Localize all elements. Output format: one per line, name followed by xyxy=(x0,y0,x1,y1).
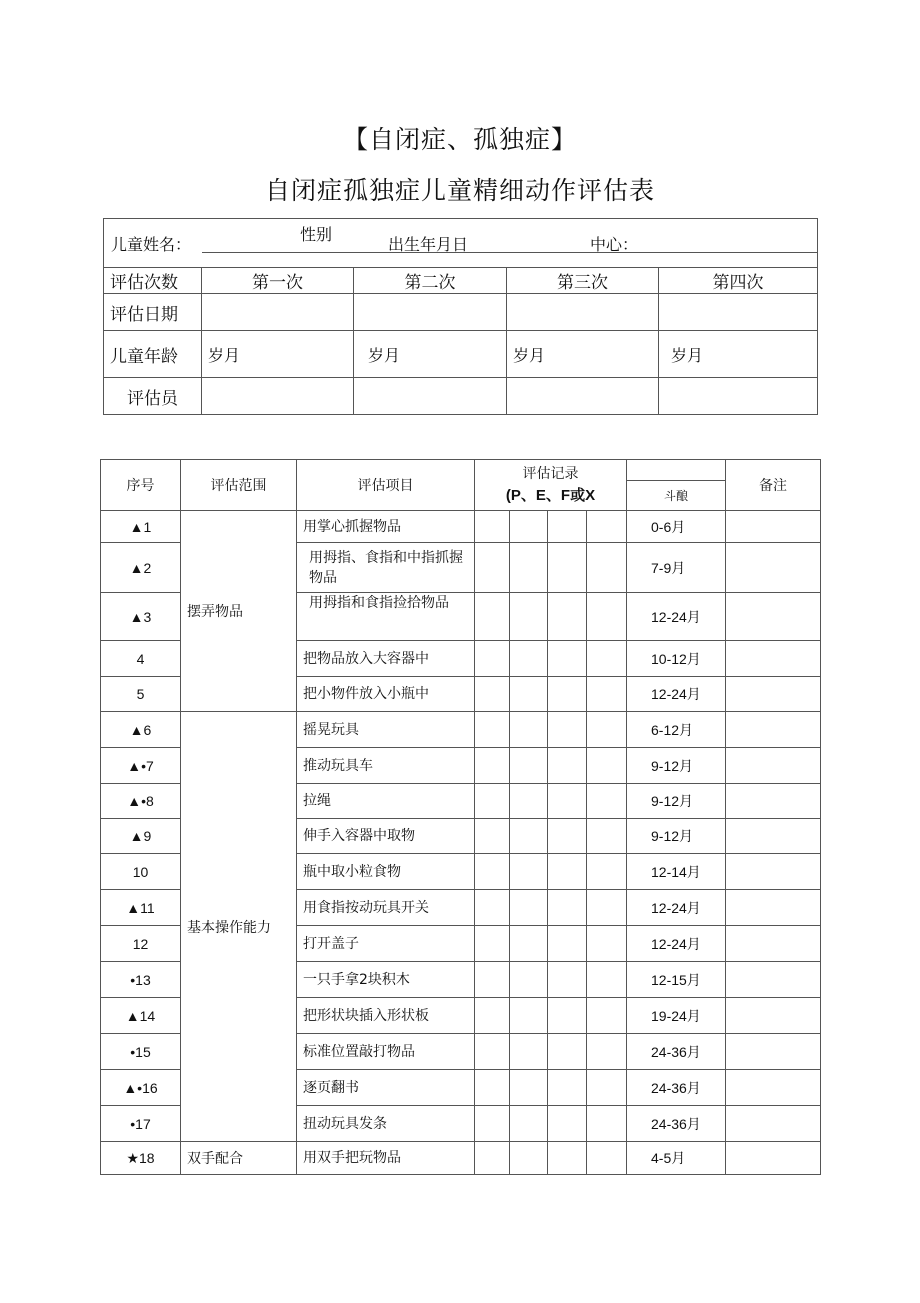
row-age: 12-14月 xyxy=(627,854,726,890)
record-cell[interactable] xyxy=(510,890,548,926)
assessor-cell-1[interactable] xyxy=(202,378,354,415)
row-no: ▲•7 xyxy=(101,748,181,784)
date-cell-3[interactable] xyxy=(507,294,659,331)
record-cell[interactable] xyxy=(475,926,510,962)
note-cell[interactable] xyxy=(726,784,821,819)
record-cell[interactable] xyxy=(548,677,587,712)
record-cell[interactable] xyxy=(587,677,627,712)
record-cell[interactable] xyxy=(587,854,627,890)
record-cell[interactable] xyxy=(587,962,627,998)
record-cell[interactable] xyxy=(510,962,548,998)
record-cell[interactable] xyxy=(510,543,548,593)
record-cell[interactable] xyxy=(548,998,587,1034)
record-cell[interactable] xyxy=(475,712,510,748)
record-cell[interactable] xyxy=(587,926,627,962)
record-cell[interactable] xyxy=(475,543,510,593)
row-item: 用拇指和食指捡拾物品 xyxy=(297,593,475,641)
row-item: 摇晃玩具 xyxy=(297,712,475,748)
center-label: 中心： xyxy=(590,235,639,254)
record-cell[interactable] xyxy=(475,998,510,1034)
header-no: 序号 xyxy=(101,460,181,511)
note-cell[interactable] xyxy=(726,998,821,1034)
record-cell[interactable] xyxy=(587,1070,627,1106)
age-cell-1[interactable]: 岁月 xyxy=(202,331,354,378)
record-cell[interactable] xyxy=(548,543,587,593)
record-cell[interactable] xyxy=(548,1142,587,1175)
record-cell[interactable] xyxy=(510,1106,548,1142)
info-underline xyxy=(202,252,817,253)
assessment-date-label: 评估日期 xyxy=(104,294,202,331)
row-no: ▲3 xyxy=(101,593,181,641)
row-no: ★18 xyxy=(101,1142,181,1175)
header-age-top xyxy=(627,460,726,481)
note-cell[interactable] xyxy=(726,890,821,926)
record-cell[interactable] xyxy=(475,1034,510,1070)
fine-motor-items-table xyxy=(100,459,821,1175)
record-cell[interactable] xyxy=(475,511,510,543)
document-title: 【自闭症、孤独症】 xyxy=(342,125,577,154)
record-cell[interactable] xyxy=(510,1070,548,1106)
record-cell[interactable] xyxy=(475,1142,510,1175)
row-age: 12-24月 xyxy=(627,926,726,962)
assessor-label: 评估员 xyxy=(104,378,202,415)
record-cell[interactable] xyxy=(510,819,548,854)
table-row xyxy=(101,511,821,543)
record-cell[interactable] xyxy=(475,854,510,890)
record-cell[interactable] xyxy=(510,1034,548,1070)
table-row xyxy=(101,712,821,748)
note-cell[interactable] xyxy=(726,712,821,748)
record-cell[interactable] xyxy=(548,890,587,926)
row-no: ▲6 xyxy=(101,712,181,748)
note-cell[interactable] xyxy=(726,1070,821,1106)
row-age: 9-12月 xyxy=(627,819,726,854)
record-cell[interactable] xyxy=(510,926,548,962)
assessor-cell-3[interactable] xyxy=(507,378,659,415)
row-no: ▲•8 xyxy=(101,784,181,819)
row-no: ▲9 xyxy=(101,819,181,854)
record-cell[interactable] xyxy=(587,748,627,784)
record-cell[interactable] xyxy=(510,998,548,1034)
record-cell[interactable] xyxy=(548,593,587,641)
record-cell[interactable] xyxy=(587,543,627,593)
birth-date-label: 出生年月日 xyxy=(388,235,469,254)
row-item: 扭动玩具发条 xyxy=(297,1106,475,1142)
date-cell-1[interactable] xyxy=(202,294,354,331)
date-cell-4[interactable] xyxy=(659,294,818,331)
row-age: 6-12月 xyxy=(627,712,726,748)
record-cell[interactable] xyxy=(587,511,627,543)
record-cell[interactable] xyxy=(587,890,627,926)
record-cell[interactable] xyxy=(548,748,587,784)
row-age: 12-24月 xyxy=(627,593,726,641)
row-age: 10-12月 xyxy=(627,641,726,677)
header-record-label: 评估记录 xyxy=(522,466,579,482)
note-cell[interactable] xyxy=(726,926,821,962)
row-age: 19-24月 xyxy=(627,998,726,1034)
record-cell[interactable] xyxy=(510,511,548,543)
row-item: 标准位置敲打物品 xyxy=(297,1034,475,1070)
record-cell[interactable] xyxy=(587,998,627,1034)
record-cell[interactable] xyxy=(510,677,548,712)
record-cell[interactable] xyxy=(475,784,510,819)
row-no: 10 xyxy=(101,854,181,890)
record-cell[interactable] xyxy=(510,784,548,819)
session-4: 第四次 xyxy=(659,268,818,294)
gender-label: 性别 xyxy=(300,225,333,244)
session-1: 第一次 xyxy=(202,268,354,294)
row-item: 拉绳 xyxy=(297,784,475,819)
row-item: 用食指按动玩具开关 xyxy=(297,890,475,926)
row-item: 把形状块插入形状板 xyxy=(297,998,475,1034)
child-info-row xyxy=(104,219,818,264)
record-cell[interactable] xyxy=(548,712,587,748)
child-name-label: 儿童姓名： xyxy=(111,235,192,254)
record-cell[interactable] xyxy=(475,593,510,641)
note-cell[interactable] xyxy=(726,819,821,854)
row-item: 推动玩具车 xyxy=(297,748,475,784)
session-2: 第二次 xyxy=(354,268,507,294)
note-cell[interactable] xyxy=(726,962,821,998)
note-cell[interactable] xyxy=(726,1142,821,1175)
record-cell[interactable] xyxy=(475,677,510,712)
age-cell-3[interactable]: 岁月 xyxy=(507,331,659,378)
note-cell[interactable] xyxy=(726,543,821,593)
row-age: 24-36月 xyxy=(627,1070,726,1106)
note-cell[interactable] xyxy=(726,748,821,784)
record-cell[interactable] xyxy=(587,819,627,854)
assessor-cell-4[interactable] xyxy=(659,378,818,415)
record-cell[interactable] xyxy=(587,784,627,819)
row-age: 4-5月 xyxy=(627,1142,726,1175)
row-no: ▲14 xyxy=(101,998,181,1034)
form-title: 自闭症孤独症儿童精细动作评估表 xyxy=(264,176,655,205)
row-no: 12 xyxy=(101,926,181,962)
row-no: ▲•16 xyxy=(101,1070,181,1106)
record-cell[interactable] xyxy=(587,641,627,677)
age-cell-2[interactable]: 岁月 xyxy=(354,331,507,378)
record-cell[interactable] xyxy=(587,593,627,641)
row-age: 12-24月 xyxy=(627,677,726,712)
age-cell-4[interactable]: 岁月 xyxy=(659,331,818,378)
row-item: 用拇指、食指和中指抓握物品 xyxy=(297,543,475,593)
header-record xyxy=(475,460,627,511)
record-cell[interactable] xyxy=(475,819,510,854)
row-age: 12-24月 xyxy=(627,890,726,926)
row-no: •17 xyxy=(101,1106,181,1142)
header-note: 备注 xyxy=(726,460,821,511)
note-cell[interactable] xyxy=(726,511,821,543)
note-cell[interactable] xyxy=(726,1034,821,1070)
range-manipulate-objects: 摆弄物品 xyxy=(181,511,297,712)
record-cell[interactable] xyxy=(587,1034,627,1070)
record-cell[interactable] xyxy=(475,962,510,998)
row-item: 打开盖子 xyxy=(297,926,475,962)
record-cell[interactable] xyxy=(548,854,587,890)
record-cell[interactable] xyxy=(548,1106,587,1142)
record-cell[interactable] xyxy=(475,1070,510,1106)
row-age: 9-12月 xyxy=(627,748,726,784)
record-cell[interactable] xyxy=(548,511,587,543)
row-age: 12-15月 xyxy=(627,962,726,998)
row-item: 逐页翻书 xyxy=(297,1070,475,1106)
header-age: 斗酿 xyxy=(627,481,726,511)
row-no: ▲1 xyxy=(101,511,181,543)
note-cell[interactable] xyxy=(726,854,821,890)
header-item: 评估项目 xyxy=(297,460,475,511)
row-item: 把小物件放入小瓶中 xyxy=(297,677,475,712)
record-cell[interactable] xyxy=(548,1070,587,1106)
row-age: 24-36月 xyxy=(627,1106,726,1142)
row-age: 0-6月 xyxy=(627,511,726,543)
table-row xyxy=(101,1142,821,1175)
row-item: 用掌心抓握物品 xyxy=(297,511,475,543)
header-range: 评估范围 xyxy=(181,460,297,511)
row-age: 7-9月 xyxy=(627,543,726,593)
row-age: 24-36月 xyxy=(627,1034,726,1070)
record-cell[interactable] xyxy=(510,854,548,890)
record-cell[interactable] xyxy=(475,1106,510,1142)
record-cell[interactable] xyxy=(587,1106,627,1142)
note-cell[interactable] xyxy=(726,1106,821,1142)
row-no: •13 xyxy=(101,962,181,998)
assessor-cell-2[interactable] xyxy=(354,378,507,415)
record-cell[interactable] xyxy=(548,926,587,962)
note-cell[interactable] xyxy=(726,593,821,641)
record-cell[interactable] xyxy=(510,593,548,641)
row-no: 5 xyxy=(101,677,181,712)
record-cell[interactable] xyxy=(475,748,510,784)
note-cell[interactable] xyxy=(726,641,821,677)
row-item: 伸手入容器中取物 xyxy=(297,819,475,854)
record-cell[interactable] xyxy=(548,962,587,998)
record-cell[interactable] xyxy=(587,712,627,748)
row-no: 4 xyxy=(101,641,181,677)
row-age: 9-12月 xyxy=(627,784,726,819)
record-cell[interactable] xyxy=(548,784,587,819)
row-no: ▲11 xyxy=(101,890,181,926)
range-basic-operation: 基本操作能力 xyxy=(181,712,297,1142)
record-cell[interactable] xyxy=(475,641,510,677)
record-cell[interactable] xyxy=(510,748,548,784)
record-cell[interactable] xyxy=(510,641,548,677)
record-cell[interactable] xyxy=(510,1142,548,1175)
header-record-codes: (P、E、F或X xyxy=(505,487,596,504)
session-count-label: 评估次数 xyxy=(104,268,202,294)
record-cell[interactable] xyxy=(475,890,510,926)
date-cell-2[interactable] xyxy=(354,294,507,331)
note-cell[interactable] xyxy=(726,677,821,712)
row-no: ▲2 xyxy=(101,543,181,593)
range-bimanual: 双手配合 xyxy=(181,1142,297,1175)
session-3: 第三次 xyxy=(507,268,659,294)
record-cell[interactable] xyxy=(548,641,587,677)
record-cell[interactable] xyxy=(587,1142,627,1175)
record-cell[interactable] xyxy=(510,712,548,748)
child-age-label: 儿童年龄 xyxy=(104,331,202,378)
record-cell[interactable] xyxy=(548,819,587,854)
record-cell[interactable] xyxy=(548,1034,587,1070)
assessment-info-table xyxy=(103,218,818,415)
row-item: 把物品放入大容器中 xyxy=(297,641,475,677)
row-item: 一只手拿2块积木 xyxy=(297,962,475,998)
row-no: •15 xyxy=(101,1034,181,1070)
row-item: 用双手把玩物品 xyxy=(297,1142,475,1175)
row-item: 瓶中取小粒食物 xyxy=(297,854,475,890)
